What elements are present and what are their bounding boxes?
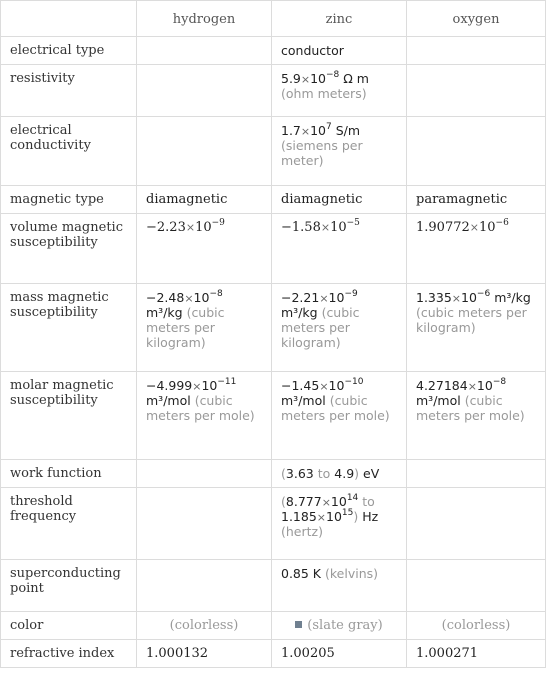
times-sign: × [300, 125, 311, 138]
column-header-zinc: zinc [272, 1, 407, 37]
unit-note: (hertz) [281, 524, 323, 539]
range-to: to [317, 466, 331, 481]
value-unit: m³/mol [416, 393, 461, 408]
unit-note: (cubic meters per kilogram) [146, 305, 225, 350]
cell-hydrogen [137, 117, 272, 186]
row-superconducting-point [1, 560, 546, 612]
value-mantissa: −2.23 [146, 220, 186, 235]
row-work-function [1, 460, 546, 488]
cell-oxygen: (colorless) [407, 612, 546, 640]
row-resistivity [1, 65, 546, 117]
times-sign: × [184, 292, 194, 305]
cell-zinc [272, 560, 407, 612]
row-mass-magnetic-susceptibility [1, 284, 546, 372]
value-mantissa: −4.999 [146, 378, 193, 393]
value-base: 10 [328, 290, 345, 305]
row-volume-magnetic-susceptibility [1, 214, 546, 284]
value-unit: Hz [362, 509, 379, 524]
row-label: electrical type [1, 37, 137, 65]
row-label: molar magnetic susceptibility [1, 372, 137, 460]
value-unit: m³/kg [281, 305, 318, 320]
value-exponent: −9 [344, 288, 358, 299]
color-swatch [295, 621, 302, 628]
value-exponent: −6 [495, 217, 509, 228]
range-low: 3.63 [285, 466, 314, 481]
value-exponent: −9 [211, 217, 225, 228]
row-refractive-index [1, 640, 546, 668]
row-electrical-type [1, 37, 546, 65]
range-to: to [362, 494, 375, 509]
color-name: (slate gray) [307, 618, 383, 633]
value-exponent: −8 [326, 69, 340, 80]
value-base: 10 [330, 494, 347, 509]
cell-hydrogen [137, 284, 272, 372]
cell-hydrogen [137, 372, 272, 460]
cell-oxygen [407, 284, 546, 372]
cell-hydrogen [137, 37, 272, 65]
row-label: refractive index [1, 640, 137, 668]
value-unit: eV [363, 466, 380, 481]
range-high-mantissa: 1.185 [281, 509, 317, 524]
value-base: 10 [330, 220, 347, 235]
cell-zinc [272, 65, 407, 117]
range-low-exponent: 14 [346, 492, 359, 503]
cell-zinc: 1.00205 [272, 640, 407, 668]
cell-hydrogen [137, 460, 272, 488]
cell-oxygen [407, 117, 546, 186]
cell-oxygen: paramagnetic [407, 186, 546, 214]
close-paren: ) [354, 466, 360, 481]
row-label: resistivity [1, 65, 137, 117]
row-label: magnetic type [1, 186, 137, 214]
cell-zinc [272, 284, 407, 372]
times-sign: × [321, 496, 331, 509]
value-unit: m³/kg [494, 290, 531, 305]
cell-zinc [272, 488, 407, 560]
times-sign: × [319, 292, 329, 305]
times-sign: × [451, 292, 462, 305]
value-mantissa: 1.90772 [416, 220, 470, 235]
value-base: 10 [310, 123, 327, 138]
value-base: 10 [476, 378, 493, 393]
value-mantissa: 1.7 [281, 123, 301, 138]
column-header-oxygen: oxygen [407, 1, 546, 37]
cell-oxygen [407, 372, 546, 460]
range-high-exponent: 15 [341, 507, 354, 518]
cell-oxygen [407, 560, 546, 612]
value-text: 0.85 K [281, 566, 322, 581]
cell-zinc [272, 460, 407, 488]
cell-oxygen [407, 37, 546, 65]
times-sign: × [320, 221, 331, 234]
times-sign: × [192, 380, 202, 393]
row-label: electrical conductivity [1, 117, 137, 186]
cell-hydrogen [137, 488, 272, 560]
value-base: 10 [310, 71, 327, 86]
value-unit: Ω m [343, 71, 369, 86]
cell-zinc [272, 117, 407, 186]
row-label: volume magnetic susceptibility [1, 214, 137, 284]
times-sign: × [316, 511, 327, 524]
range-low-mantissa: 8.777 [285, 494, 322, 509]
cell-zinc: conductor [272, 37, 407, 65]
value-exponent: −8 [209, 288, 223, 299]
unit-note: (cubic meters per kilogram) [281, 305, 360, 350]
value-unit: m³/kg [146, 305, 183, 320]
unit-note: (cubic meters per kilogram) [416, 305, 527, 335]
value-base: 10 [478, 220, 496, 235]
value-mantissa: 5.9 [281, 71, 301, 86]
value-base: 10 [195, 220, 212, 235]
value-mantissa: 4.27184 [416, 378, 468, 393]
value-exponent: −11 [217, 376, 237, 387]
value-exponent: 7 [326, 121, 332, 132]
value-exponent: −8 [492, 376, 507, 387]
row-label: threshold frequency [1, 488, 137, 560]
cell-oxygen [407, 460, 546, 488]
cell-zinc [272, 612, 407, 640]
cell-oxygen [407, 65, 546, 117]
value-unit: m³/mol [146, 393, 191, 408]
value-base: 10 [461, 290, 477, 305]
row-threshold-frequency [1, 488, 546, 560]
value-unit: S/m [335, 123, 361, 138]
unit-note: (siemens per meter) [281, 138, 363, 168]
cell-zinc [272, 214, 407, 284]
range-high: 4.9 [334, 466, 355, 481]
row-molar-magnetic-susceptibility [1, 372, 546, 460]
unit-note: (cubic meters per mole) [146, 393, 255, 423]
value-mantissa: −1.45 [281, 378, 320, 393]
value-mantissa: −2.48 [146, 290, 185, 305]
unit-note: (cubic meters per mole) [416, 393, 525, 423]
cell-hydrogen [137, 214, 272, 284]
open-paren: ( [281, 494, 286, 509]
unit-note: (cubic meters per mole) [281, 393, 390, 423]
cell-oxygen [407, 488, 546, 560]
times-sign: × [319, 380, 329, 393]
open-paren: ( [281, 466, 286, 481]
cell-zinc [272, 372, 407, 460]
row-electrical-conductivity [1, 117, 546, 186]
cell-hydrogen [137, 560, 272, 612]
row-color [1, 612, 546, 640]
value-mantissa: −1.58 [281, 220, 321, 235]
header-row [1, 1, 546, 37]
value-base: 10 [326, 509, 342, 524]
cell-hydrogen: diamagnetic [137, 186, 272, 214]
value-unit: m³/mol [281, 393, 326, 408]
cell-oxygen: 1.000271 [407, 640, 546, 668]
column-header-hydrogen: hydrogen [137, 1, 272, 37]
value-exponent: −6 [476, 288, 491, 299]
value-base: 10 [201, 378, 218, 393]
value-exponent: −10 [344, 376, 364, 387]
close-paren: ) [353, 509, 359, 524]
row-label: mass magnetic susceptibility [1, 284, 137, 372]
times-sign: × [185, 221, 196, 234]
unit-note: (ohm meters) [281, 86, 367, 101]
cell-oxygen [407, 214, 546, 284]
times-sign: × [469, 221, 479, 234]
cell-hydrogen: (colorless) [137, 612, 272, 640]
corner-cell [1, 1, 137, 37]
row-label: superconducting point [1, 560, 137, 612]
value-exponent: −5 [346, 217, 360, 228]
cell-zinc: diamagnetic [272, 186, 407, 214]
value-base: 10 [193, 290, 210, 305]
value-mantissa: 1.335 [416, 290, 452, 305]
value-mantissa: −2.21 [281, 290, 320, 305]
row-magnetic-type [1, 186, 546, 214]
times-sign: × [467, 380, 477, 393]
cell-hydrogen: 1.000132 [137, 640, 272, 668]
cell-hydrogen [137, 65, 272, 117]
row-label: color [1, 612, 137, 640]
row-label: work function [1, 460, 137, 488]
times-sign: × [300, 73, 311, 86]
value-base: 10 [328, 378, 345, 393]
unit-note: (kelvins) [325, 566, 379, 581]
